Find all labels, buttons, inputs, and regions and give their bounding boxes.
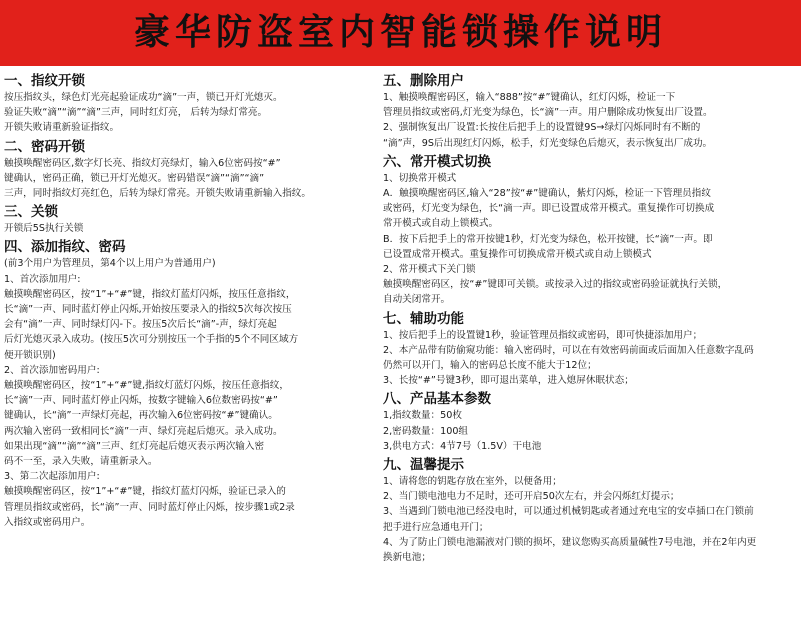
text-line: 或密码，灯光变为绿色，长“滴一声。即已设置成常开模式。重复操作可切换成 (383, 203, 715, 215)
page-title: 豪华防盗室内智能锁操作说明 (133, 11, 667, 53)
text-line: 入指纹或密码用户。 (4, 516, 91, 528)
text-line: 4、为了防止门锁电池漏液对门锁的损坏，建议您购买高质量碱性7号电池，并在2年内更 (383, 536, 757, 548)
text-line: 2、常开模式下关门锁 (383, 264, 476, 276)
text-line: 1、切换常开模式 (383, 172, 457, 184)
left-column (4, 66, 382, 530)
section-normally-open-mode (383, 153, 797, 308)
text-line: “滴”声，9S后出现红灯闪烁，松手，灯光变绿色后熄灭，表示恢复出厂成功。 (383, 137, 713, 149)
section-heading: 八、产品基本参数 (383, 391, 491, 408)
text-line: 2、首次添加密码用户: (4, 364, 100, 376)
text-line: 2、本产品带有防偷窥功能：输入密码时，可以在有效密码前面或后面加入任意数字乱码 (383, 344, 754, 356)
text-line: 3、长按“#”号键3秒，即可退出菜单，进入熄屏休眠状态； (383, 375, 634, 387)
text-line: 仍然可以开门，输入的密码总长度不能大于12位； (383, 360, 597, 372)
section-heading: 五、删除用户 (383, 73, 464, 89)
section-heading: 三、关锁 (4, 204, 58, 221)
text-line: 触摸唤醒密码区，按“1”+“#”键，指纹灯蓝灯闪烁，验证已录入的 (4, 486, 286, 498)
text-line: 键确认，密码正确，锁已开灯光熄灭。密码错误“滴”“滴”“滴” (4, 172, 265, 184)
text-line: 键确认，长“滴”一声绿灯亮起，再次输入6位密码按“#”键确认。 (4, 410, 278, 422)
text-line: 3、第二次起添加用户: (4, 471, 100, 483)
section-fingerprint-unlock (4, 72, 382, 136)
section-heading: 九、温馨提示 (383, 457, 464, 474)
text-line: 1、触摸唤醒密码区，输入“888”按“#”键确认，红灯闪烁，检证一下 (383, 92, 676, 103)
text-line: 把手进行应急通电开门； (383, 521, 489, 533)
section-heading: 二、密码开锁 (4, 138, 85, 155)
text-line: 长“滴”一声、同时蓝灯停止闪烁,开始按压要录入的指纹5次每次按压 (4, 304, 292, 316)
text-line: 1,指纹数量：50枚 (383, 410, 462, 422)
text-line: 如果出现“滴”“滴”“滴”三声、红灯亮起后熄灭表示两次输入密 (4, 440, 265, 452)
text-line: 已设置成常开模式。重复操作可切换成常开模式或自动上锁模式 (383, 248, 652, 260)
text-line: 2、当门锁电池电力不足时，还可开启50次左右，并会闪烁红灯提示； (383, 491, 680, 503)
text-line: 触摸唤醒密码区，按“1”+“#”键，指纹灯蓝灯闪烁，按压任意指纹， (4, 288, 296, 300)
text-line: 触摸唤醒密码区，按“1”+“#”键,指纹灯蓝灯闪烁，按压任意指纹， (4, 380, 289, 392)
text-line: 3、当遇到门锁电池已经没电时，可以通过机械钥匙或者通过充电宝的安卓插口在门锁前 (383, 506, 754, 518)
text-line: 换新电池； (383, 552, 431, 564)
right-column (383, 66, 797, 565)
section-tips (383, 456, 797, 565)
section-heading: 六、常开模式切换 (383, 153, 491, 170)
section-delete-user (383, 72, 797, 151)
text-line: 码不一至，录入失败，请重新录入。 (4, 456, 158, 468)
text-line: A．触摸唤醒密码区,输入“28”按“#”键确认，紫灯闪烁，检证一下管理员指纹 (383, 188, 711, 200)
text-line: 验证失败“滴”“滴”“滴”三声，同时红灯亮， 后转为绿灯常亮。 (4, 107, 268, 119)
section-heading: 七、辅助功能 (383, 310, 464, 327)
text-line: 1、按后把手上的设置键1秒，验证管理员指纹或密码，即可快捷添加用户； (383, 329, 703, 341)
text-line: 1、请将您的钥匙存放在室外，以便备用； (383, 476, 562, 488)
text-line: 3,供电方式：4节7号（1.5V）干电池 (383, 440, 542, 452)
text-line: B．按下后把手上的常开按键1秒，灯光变为绿色，松开按键，长“滴”一声。即 (383, 233, 713, 245)
text-line: 便开锁识别) (4, 349, 56, 361)
section-add-user (4, 238, 382, 530)
text-line: 开锁后5S执行关锁 (4, 223, 84, 235)
text-line: 按压指纹头，绿色灯光亮起验证成功“滴”一声，锁已开灯光熄灭。 (4, 92, 283, 103)
section-password-unlock (4, 138, 382, 202)
section-heading: 四、添加指纹、密码 (4, 239, 126, 256)
text-line: 管理员指纹或密码，长“滴”一声、同时蓝灯停止闪烁，按步骤1或2录 (4, 501, 295, 513)
text-line: 触摸唤醒密码区，按“#”键即可关锁。或按录入过的指纹或密码验证就执行关锁， (383, 279, 728, 291)
text-line: 长“滴”一声、同时蓝灯停止闪烁，按数字键输入6位数密码按“#” (4, 395, 278, 407)
text-line: (前3个用户为管理员，第4个以上用户为普通用户) (4, 258, 216, 270)
text-line: 两次输入密码一致相同长“滴”一声、绿灯亮起后熄灭。录入成功。 (4, 425, 283, 437)
text-line: 常开模式或自动上锁模式。 (383, 218, 499, 230)
text-line: 2、强制恢复出厂设置:长按住后把手上的设置键9S→绿灯闪烁同时有不断的 (383, 122, 701, 134)
text-line: 触摸唤醒密码区,数字灯长亮、指纹灯亮绿灯，输入6位密码按“#” (4, 157, 281, 169)
section-product-parameters (383, 390, 797, 454)
text-line: 2,密码数量：100组 (383, 425, 469, 437)
section-lock (4, 203, 382, 236)
text-line: 1、首次添加用户: (4, 273, 81, 285)
text-line: 会有“滴”一声、同时绿灯闪-下。按压5次后长“滴”-声，绿灯亮起 (4, 319, 277, 331)
text-line: 开锁失败请重新验证指纹。 (4, 122, 120, 134)
section-heading: 一、指纹开锁 (4, 73, 85, 89)
section-auxiliary-functions (383, 310, 797, 389)
text-line: 自动关闭常开。 (383, 294, 451, 306)
text-line: 管理员指纹或密码,灯光变为绿色，长“滴”一声。用户删除成功恢复出厂设置。 (383, 107, 713, 119)
text-line: 三声，同时指纹灯亮红色，后转为绿灯常亮。开锁失败请重新输入指纹。 (4, 188, 311, 200)
text-line: 后灯光熄灭录入成功。(按压5次可分别按压一个手指的5个不同区域方 (4, 334, 299, 346)
title-banner (0, 0, 801, 66)
